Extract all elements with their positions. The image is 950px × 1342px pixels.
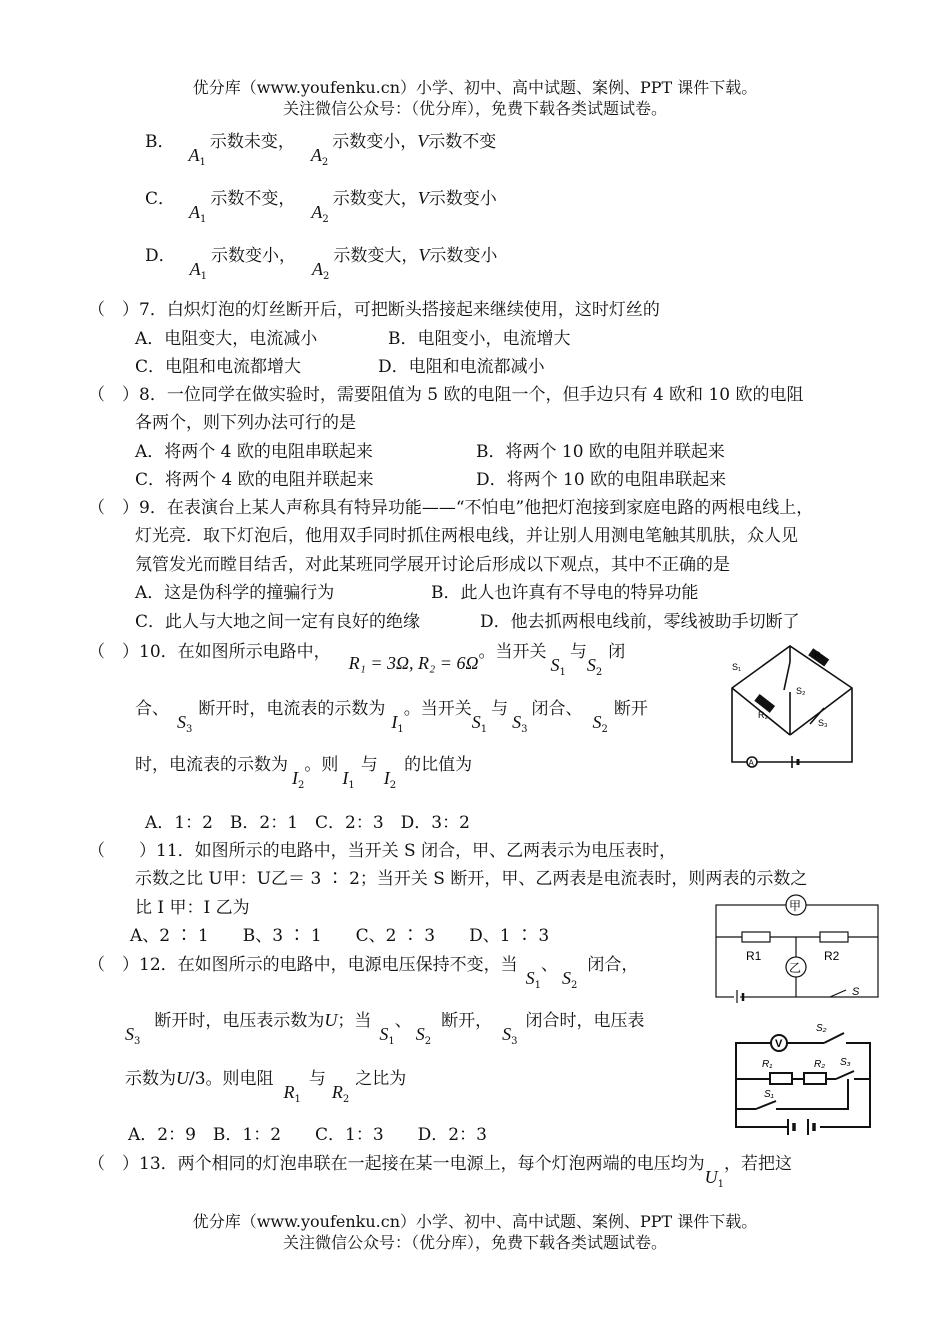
q11-fig-r1: R1 [746,949,762,963]
q9-option-b: B．此人也许真有不导电的特异功能 [431,583,699,603]
q10-circuit-diagram [728,640,858,770]
q6-option-c: C．$A_1$示数不变，$A_2$示数变大，V示数变小 [145,188,497,225]
q11-fig-r2: R2 [824,949,840,963]
q8-option-b: B．将两个 10 欧的电阻并联起来 [476,442,725,462]
q12-fig-voltmeter: V [775,1038,783,1050]
q8-stem-2: 各两个，则下列办法可行的是 [135,413,356,433]
q7-option-a: A．电阻变大，电流减小 [135,329,318,349]
footer-line-1: 优分库（www.youfenku.cn）小学、初中、高中试题、案例、PPT 课件下载。 [192,1212,758,1231]
q10-line-1: （ ）10．在如图所示电路中，R₁ = 3Ω, R₂ = 6Ω。当开关$S_1$与$S_2$闭 [88,642,626,678]
q8-option-d: D．将两个 10 欧的电阻串联起来 [476,470,727,490]
q11-stem-2: 示数之比 U甲：U乙＝ 3 ∶ 2；当开关 S 断开，甲、乙两表是电流表时，则两表的示数之 [135,869,808,889]
q12-circuit-diagram [730,1015,878,1143]
q10-line-3: 时，电流表的示数为$I_2$。则$I_1$与$I_2$的比值为 [135,755,473,791]
q11-fig-s: S [852,986,860,998]
q10-fig-s3: S₃ [818,718,828,728]
q10-fig-s1: S₁ [732,662,742,672]
q13-stem: （ ）13．两个相同的灯泡串联在一起接在某一电源上，每个灯泡两端的电压均为$U_1$，若把这 [88,1154,793,1190]
q7-stem: （ ）7．白炽灯泡的灯丝断开后，可把断头搭接起来继续使用，这时灯丝的 [88,300,660,320]
q8-option-c: C．将两个 4 欧的电阻并联起来 [135,470,374,490]
q7-option-d: D．电阻和电流都减小 [378,357,545,377]
q7-option-c: C．电阻和电流都增大 [135,357,302,377]
q11-stem-3: 比 I 甲：I 乙为 [135,898,250,918]
q9-option-c: C．此人与大地之间一定有良好的绝缘 [135,612,421,632]
q12-fig-r1: R₁ [762,1059,773,1070]
q10-fig-s2: S₂ [796,686,806,696]
header-line-1: 优分库（www.youfenku.cn）小学、初中、高中试题、案例、PPT 课件下载。 [192,78,758,97]
q7-option-b: B．电阻变小，电流增大 [388,329,571,349]
q12-options: A．2：9 B．1：2 C．1：3 D．2：3 [128,1125,487,1145]
q10-options: A．1：2 B．2：1 C．2：3 D．3：2 [145,813,470,833]
q9-stem-1: （ ）9．在表演台上某人声称具有特异功能——“不怕电”他把灯泡接到家庭电路的两根电线上， [88,498,814,518]
q6-option-b: B．$A_1$示数未变，$A_2$示数变小，V示数不变 [145,131,497,168]
q8-option-a: A．将两个 4 欧的电阻串联起来 [135,442,373,462]
q11-circuit-diagram [712,893,882,1003]
header-line-2: 关注微信公众号：（优分库），免费下载各类试题试卷。 [282,99,667,118]
q11-options: A、2 ∶ 1 B、3 ∶ 1 C、2 ∶ 3 D、1 ∶ 3 [130,926,550,946]
q10-fig-ammeter: A [748,758,754,768]
q11-stem-1: （ ）11．如图所示的电路中，当开关 S 闭合，甲、乙两表示为电压表时， [88,841,677,861]
q10-fig-r1: R₁ [814,650,824,660]
q11-fig-jia: 甲 [789,899,802,913]
footer-line-2: 关注微信公众号：（优分库），免费下载各类试题试卷。 [282,1233,667,1252]
q11-fig-yi: 乙 [789,961,802,975]
q9-option-a: A．这是伪科学的撞骗行为 [135,583,335,603]
q12-line-2: $S_3$断开时，电压表示数为U；当$S_1$、$S_2$断开，$S_3$闭合时，电压表 [125,1010,645,1047]
q12-fig-r2: R₂ [814,1059,826,1070]
q10-line-2: 合、$S_3$断开时，电流表的示数为$I_1$。当开关$S_1$与$S_3$闭合、$S_2$断开 [135,699,648,735]
q10-formula: R₁ = 3Ω, R₂ = 6Ω [348,653,479,673]
q8-stem-1: （ ）8．一位同学在做实验时，需要阻值为 5 欧的电阻一个，但手边只有 4 欧和 10 欧的电阻 [88,385,804,405]
q9-stem-3: 氖管发光而瞠目结舌，对此某班同学展开讨论后形成以下观点，其中不正确的是 [135,555,730,575]
q9-option-d: D．他去抓两根电线前，零线被助手切断了 [480,612,800,632]
q12-fig-s2: S₂ [816,1023,827,1034]
q10-fig-r2: R₂ [758,710,768,720]
q12-fig-s3: S₃ [840,1057,851,1068]
q9-stem-2: 灯光亮．取下灯泡后，他用双手同时抓住两根电线，并让别人用测电笔触其肌肤，众人见 [135,526,798,546]
q6-option-d: D．$A_1$示数变小，$A_2$示数变大，V示数变小 [145,245,498,282]
q12-line-1: （ ）12．在如图所示的电路中，电源电压保持不变，当$S_1$、$S_2$闭合， [88,955,639,991]
q12-fig-s1: S₁ [764,1089,774,1100]
q12-line-3: 示数为U/3。则电阻$R_1$与$R_2$之比为 [125,1068,407,1105]
